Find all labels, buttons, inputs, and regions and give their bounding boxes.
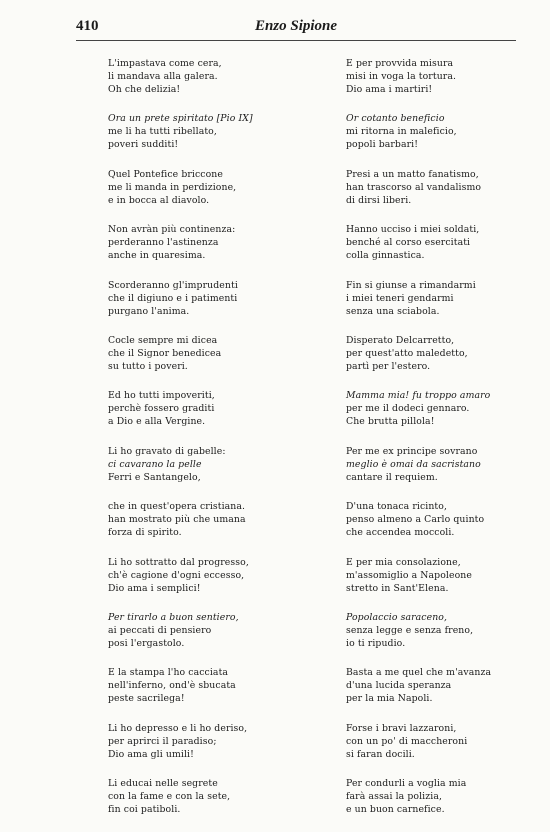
verse-line: posi l'ergastolo. [108, 637, 185, 649]
verse-line: Per tirarlo a buon sentiero, [108, 611, 239, 623]
stanza [346, 666, 531, 705]
stanza [346, 389, 531, 428]
verse-line: che il Signor benedicea [108, 347, 222, 359]
verse-line: E la stampa l'ho cacciata [108, 667, 229, 679]
stanza [346, 168, 531, 207]
verse-line: me li manda in perdizione, [108, 181, 237, 193]
verse-line: Oh che delizia! [108, 84, 181, 95]
verse-line: partì per l'estero. [346, 360, 431, 372]
stanza [346, 445, 531, 484]
stanza [346, 112, 531, 151]
verse-line: che il digiuno e i patimenti [108, 292, 238, 304]
verse-line: per me il dodeci gennaro. [346, 403, 470, 415]
verse-line: Per condurli a voglia mia [346, 778, 467, 790]
verse-line: Fin si giunse a rimandarmi [346, 279, 476, 291]
stanza [108, 168, 293, 207]
verse-line: perchè fossero graditi [108, 403, 215, 415]
stanza [108, 57, 293, 96]
verse-line: ci cavarano la pelle [108, 458, 202, 470]
verse-line: che accendea moccoli. [346, 527, 455, 539]
verse-line: Disperato Delcarretto, [346, 334, 455, 346]
verse-line: anche in quaresima. [108, 250, 206, 262]
verse-line: me li ha tutti ribellato, [108, 126, 217, 138]
verse-line: misi in voga la tortura. [346, 71, 457, 82]
verse-line: Forse i bravi lazzaroni, [346, 722, 457, 734]
verse-line: Li ho sottratto dal progresso, [108, 556, 249, 568]
verse-line: Mamma mia! fu troppo amaro [346, 390, 491, 402]
verse-line: ai peccati di pensiero [108, 624, 212, 636]
verse-line: Cocle sempre mi dicea [108, 334, 218, 346]
verse-line: per la mia Napoli. [346, 693, 433, 705]
verse-line: D'una tonaca ricinto, [346, 501, 448, 513]
verse-line: su tutto i poveri. [108, 360, 188, 372]
stanza [346, 57, 531, 96]
verse-line: Li educai nelle segrete [108, 778, 218, 790]
verse-line: che in quest'opera cristiana. [108, 501, 246, 513]
verse-line: Dio ama gli umili! [108, 748, 194, 760]
verse-line: E per mia consolazione, [346, 556, 461, 568]
verse-line: m'assomiglio a Napoleone [346, 569, 472, 581]
stanza [346, 722, 531, 761]
stanza [108, 389, 293, 428]
stanza [108, 666, 293, 705]
verse-line: cantare il requiem. [346, 471, 438, 483]
poem-column-right [346, 57, 531, 832]
verse-line: Hanno ucciso i miei soldati, [346, 224, 480, 236]
stanza [346, 611, 531, 650]
verse-line: Ora un prete spiritato [Pio IX] [108, 113, 253, 125]
stanza [108, 611, 293, 650]
verse-line: purgano l'anima. [108, 305, 190, 317]
verse-line: io ti ripudio. [346, 637, 406, 649]
verse-line: Non avràn più continenza: [108, 224, 236, 236]
verse-line: L'impastava come cera, [108, 58, 222, 69]
verse-line: Per me ex principe sovrano [346, 445, 478, 457]
verse-line: fin coi patiboli. [108, 804, 181, 816]
verse-line: Or cotanto beneficio [346, 113, 445, 125]
verse-line: stretto in Sant'Elena. [346, 582, 449, 594]
stanza [108, 445, 293, 484]
verse-line: perderanno l'astinenza [108, 237, 219, 249]
stanza [108, 722, 293, 761]
verse-line: e un buon carnefice. [346, 804, 445, 816]
verse-line: Dio ama i martiri! [346, 84, 433, 95]
verse-line: per quest'atto maledetto, [346, 347, 468, 359]
verse-line: con un po' di maccheroni [346, 735, 468, 747]
verse-line: han trascorso al vandalismo [346, 181, 482, 193]
stanza [346, 279, 531, 318]
verse-line: popoli barbari! [346, 139, 419, 151]
verse-line: penso almeno a Carlo quinto [346, 514, 485, 526]
verse-line: e in bocca al diavolo. [108, 194, 210, 206]
verse-line: si faran docili. [346, 748, 415, 760]
stanza [108, 112, 293, 151]
stanza [346, 777, 531, 816]
verse-line: Li ho depresso e li ho deriso, [108, 722, 248, 734]
stanza [346, 334, 531, 373]
verse-line: mi ritorna in maleficio, [346, 126, 457, 138]
verse-line: d'una lucida speranza [346, 680, 452, 692]
verse-line: E per provvida misura [346, 58, 454, 69]
verse-line: farà assai la polizia, [346, 791, 443, 803]
verse-line: poveri sudditi! [108, 139, 179, 151]
verse-line: senza una sciabola. [346, 305, 440, 317]
verse-line: a Dio e alla Vergine. [108, 416, 206, 428]
stanza [108, 500, 293, 539]
verse-line: colla ginnastica. [346, 250, 425, 262]
stanza [108, 223, 293, 262]
verse-line: Ferri e Santangelo, [108, 471, 201, 483]
verse-line: di dirsi liberi. [346, 194, 412, 206]
verse-line: senza legge e senza freno, [346, 624, 474, 636]
verse-line: nell'inferno, ond'è sbucata [108, 680, 236, 692]
verse-line: Presi a un matto fanatismo, [346, 168, 479, 180]
verse-line: Popolaccio saraceno, [346, 611, 448, 623]
stanza [346, 500, 531, 539]
verse-line: Scorderanno gl'imprudenti [108, 279, 238, 291]
running-head: Enzo Sipione [254, 18, 338, 34]
verse-line: i miei teneri gendarmi [346, 292, 454, 304]
verse-line: li mandava alla galera. [108, 71, 218, 82]
verse-line: ch'è cagione d'ogni eccesso, [108, 569, 245, 581]
verse-line: meglio è omai da sacristano [346, 458, 481, 470]
verse-line: per aprirci il paradiso; [108, 735, 217, 747]
verse-line: Li ho gravato di gabelle: [108, 445, 226, 457]
stanza [346, 556, 531, 595]
stanza [108, 279, 293, 318]
stanza [346, 223, 531, 262]
verse-line: benché al corso esercitati [346, 237, 471, 249]
stanza [108, 556, 293, 595]
verse-line: peste sacrilega! [108, 693, 185, 705]
stanza [108, 334, 293, 373]
poem-column-left [108, 57, 293, 832]
verse-line: han mostrato più che umana [108, 514, 246, 526]
verse-line: forza di spirito. [108, 527, 182, 539]
verse-line: Dio ama i semplici! [108, 582, 201, 594]
verse-line: Ed ho tutti impoveriti, [108, 390, 215, 402]
stanza [108, 777, 293, 816]
page-number: 410 [76, 18, 99, 34]
verse-line: con la fame e con la sete, [108, 791, 231, 803]
verse-line: Basta a me quel che m'avanza [346, 667, 492, 679]
verse-line: Che brutta pillola! [346, 416, 435, 428]
verse-line: Quel Pontefice briccone [108, 168, 223, 180]
page-header [76, 18, 516, 41]
